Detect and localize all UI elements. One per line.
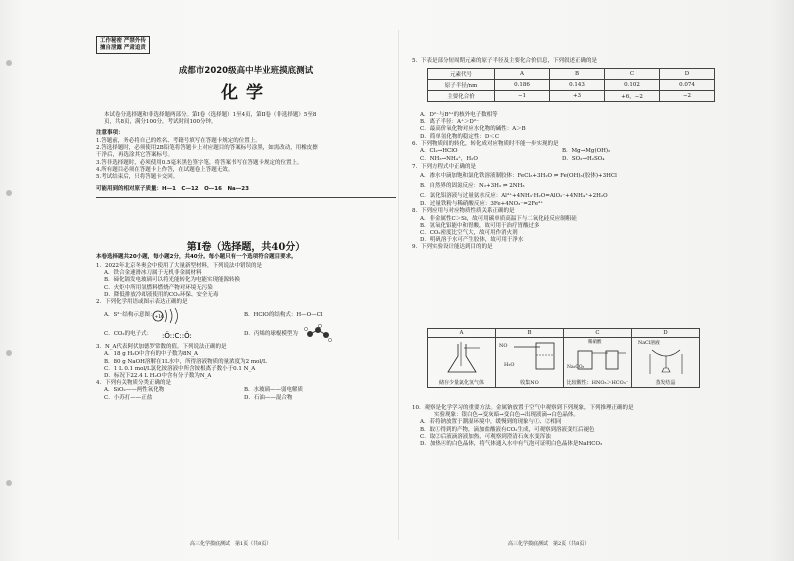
- figure-b: B NO H₂O 收集NO: [496, 329, 564, 387]
- option: B．80 g NaOH溶解在1L水中，所得溶液物质的量浓度为2 mol/L: [104, 358, 267, 365]
- option: D．简单氢化物的稳定性：D＜C: [420, 133, 500, 140]
- notes-list: 1.答题前，务必将自己的姓名、考籍号填写在答题卡规定的位置上。 2.答选择题时，必须使用2B铅笔将答题卡上对应题目的答案标号涂黑，如需改动，用橡皮擦 干净后，再选涂其它答案标号。 3.答非选择题时，必须使用0.5毫米黑色签字笔，将答案书写在答题卡规定的位置上。 4.所有题目必须在答题卡上作答，在试题卷上答题无效。 5.考试结束后，只将答题卡交回。: [96, 138, 318, 181]
- co2-electron-formula-icon: [162, 327, 206, 343]
- svg-text:+16: +16: [154, 315, 164, 321]
- option: C．CO₂的电子式：: [104, 331, 153, 338]
- option: A．18 g H₂O中含有的中子数为8N_A: [104, 351, 199, 358]
- section-instructions: 本卷选择题共20小题，每小题2分，共40分。每小题只有一个选项符合题目要求。: [96, 254, 297, 260]
- option: C．火炬中所用氢燃料燃烧产物对环境无污染: [104, 284, 213, 291]
- fig-label: H₂O: [504, 362, 515, 368]
- option: C．NH₃→NH₄⁺，H₂O: [420, 156, 478, 163]
- option: C．CO₂密度比空气大，故可用作消火剂: [420, 230, 518, 237]
- option: B．碲化镉发电玻璃可以将光能转化为电能实现能源转换: [104, 277, 241, 284]
- fig-label: Na₂CO₃: [567, 365, 585, 370]
- option-row: [96, 326, 396, 344]
- question-stem: 10．观察是化学学习的重要方法。金属钠放置于空气中观察到下列现象，下列推理正确的是: [412, 405, 634, 411]
- question-stem: 3．N_A代表阿伏加德罗常数的值。下列说法正确的是: [96, 344, 227, 351]
- option: C．小苏打——正盐: [104, 395, 153, 402]
- svg-text::Ö::C::Ö:: :Ö::C::Ö:: [162, 332, 192, 341]
- flask-apparatus-icon: [442, 340, 482, 376]
- evaporating-dish-icon: [646, 346, 686, 376]
- option: D．明矾溶于水可产生胶体，故可用于净水: [420, 237, 524, 244]
- option: B．离子半径：A⁺＞D²⁻: [420, 119, 479, 126]
- table-row: 原子半径/nm 0.186 0.143 0.102 0.074: [428, 80, 715, 91]
- question-stem: 8．下列应用与对应物质性质关系正确的是: [412, 208, 515, 215]
- option: C．氯化铝溶液与过量氨水反应：Al³⁺+4NH₃·H₂O=AlO₂⁻+4NH₄⁺+2H₂O: [420, 193, 608, 200]
- divider: [96, 197, 396, 198]
- option: B．氢氧化铝能中和胃酸，故可用于治疗胃酸过多: [420, 222, 540, 229]
- option: A．D²⁻与B³⁺的核外电子数相等: [420, 112, 498, 118]
- option: B．取①得到的产物，滴加盐酸液有CO₂生成，可观察到溶液变红后褪色: [420, 426, 595, 433]
- option: A．S²⁻结构示意图：: [104, 312, 156, 319]
- option: A．Cl₂→HClO: [420, 148, 458, 155]
- option: D．降低排放冷却液使用的CO₂环保、安全无毒: [104, 291, 219, 298]
- question-text: 实验现象：银白色→变灰暗→变白色→出现液滴→白色晶体。: [434, 412, 579, 419]
- option: D．丙烯的球棍模型为: [244, 331, 298, 338]
- question-stem: 5．下表是部分短周期元素的原子半径及主要化合价信息，下列叙述正确的是: [412, 58, 598, 64]
- element-table: [427, 68, 715, 102]
- figure-a: A 储存少量氯化氢气体: [428, 329, 496, 387]
- figure-d: D NaCl溶液 蒸发结晶: [632, 329, 699, 387]
- confidential-stamp: 工作秘密 严禁外传 擅自泄露 严肃追责: [96, 36, 150, 54]
- exam-title: 成都市2020级高中毕业班摸底测试: [178, 66, 314, 76]
- question-stem: 7．下列方程式中正确的是: [412, 164, 477, 171]
- question-block-q10: [412, 405, 704, 448]
- page-footer-left: 高三化学摸底测试 第1页（共8页）: [190, 541, 272, 547]
- option: B．水玻璃——弱电解质: [244, 387, 304, 394]
- option-row: [96, 306, 396, 326]
- binder-hole: [6, 60, 12, 66]
- question-stem: 4．下列有关物质分类正确的是: [96, 380, 172, 387]
- option: C．1 L 0.1 mol/L氯化铵溶液中所含铵根离子数小于0.1 N_A: [104, 365, 256, 372]
- option-row: [412, 148, 704, 156]
- question-block-right: [412, 112, 704, 252]
- experiment-figures: [427, 328, 700, 388]
- option-row: [96, 395, 396, 403]
- option: D．SO₂→H₂SO₄: [562, 156, 605, 163]
- question-stem: 6．下列物质间的转化，转化成对应物质时不能一步实现的是: [412, 140, 559, 147]
- option: A．SiO₂——两性氧化物: [104, 387, 165, 394]
- option: D．石油——混合物: [244, 395, 293, 402]
- option: C．最高价氧化物对应水化物的碱性：A＞B: [420, 126, 526, 133]
- option-row: [412, 156, 704, 164]
- fig-label: NaCl溶液: [638, 341, 660, 346]
- binder-hole: [6, 190, 12, 196]
- option: B．HClO的结构式：H—O—Cl: [244, 312, 323, 319]
- question-block-left: [96, 263, 396, 403]
- option: D．过量铁粉与稀硝酸反应：3Fe+4NO₃⁻=2Fe³⁺: [420, 201, 544, 208]
- page-fold: [398, 30, 399, 540]
- option: A．渗水中滴加饱和氯化铁溶液制胶体：FeCl₃+3H₂O ⇌ Fe(OH)₃(胶体)+3HCl: [420, 173, 617, 180]
- acid-comparison-apparatus-icon: [572, 345, 628, 373]
- option: B．自然界的固氮反应：N₂+3H₂ ⇌ 2NH₃: [420, 183, 525, 190]
- question-stem: 1．2022年北京冬奥会中使用了大量新型材料，下列说法中错误的是: [96, 263, 262, 269]
- question-stem: 9．下列实验设计能达到目的的是: [412, 244, 493, 251]
- option: A．铁合金速滑冰刀属于无机非金属材料: [104, 270, 202, 277]
- option: C．取②后液滴溶液加热，可观察到澄清石灰水变浑浊: [420, 433, 551, 440]
- option: D．标况下22.4 L H₂O中含有分子数为N_A: [104, 373, 212, 380]
- notes-title: 注意事项：: [96, 130, 124, 136]
- page-footer-right: 高三化学摸底测试 第2页（共8页）: [508, 541, 590, 547]
- fig-label: NO: [499, 343, 508, 349]
- binder-hole: [6, 350, 12, 356]
- propene-ball-stick-icon: [304, 324, 336, 344]
- subject-title: 化学: [221, 83, 271, 103]
- section-title: 第Ⅰ卷（选择题，共40分）: [186, 242, 306, 253]
- option: A．非金属性C＞Si，故可用碳单质高温下与二氧化硅反应制粗硅: [420, 215, 577, 222]
- option: B．Mg→Mg(OH)₂: [562, 148, 611, 155]
- sulfide-ion-diagram-icon: [148, 306, 184, 326]
- table-header-row: 元素代号 A B C D: [428, 69, 715, 80]
- gas-collection-icon: [514, 341, 558, 373]
- binder-hole: [6, 480, 12, 486]
- figure-c: C 稀硝酸 Na₂CO₃ 比较酸性：HNO₃＞HCO₃⁻: [564, 329, 632, 387]
- question-stem: 2．下列化学用语或图示表达正确的是: [96, 299, 188, 306]
- atomic-mass-line: 可能用到的相对原子质量：H—1 C—12 O—16 Na—23: [96, 186, 249, 192]
- intro-text: 本试卷分选择题和非选择题两部分。第Ⅰ卷（选择题）1至4页，第Ⅱ卷（非选择题）5至8 页，共8页，满分100分，考试时间100分钟。: [104, 112, 317, 126]
- fig-label: 稀硝酸: [588, 340, 602, 345]
- option: A．若将钠放置于潮湿环境中，缓慢到的现象与①、②相同: [420, 419, 562, 426]
- table-row: 主要化合价 −1 +3 +6，−2 −2: [428, 91, 715, 102]
- option: D．加热④的白色晶体，将气体通入水中有气泡可证明白色晶体是NaHCO₃: [420, 441, 603, 448]
